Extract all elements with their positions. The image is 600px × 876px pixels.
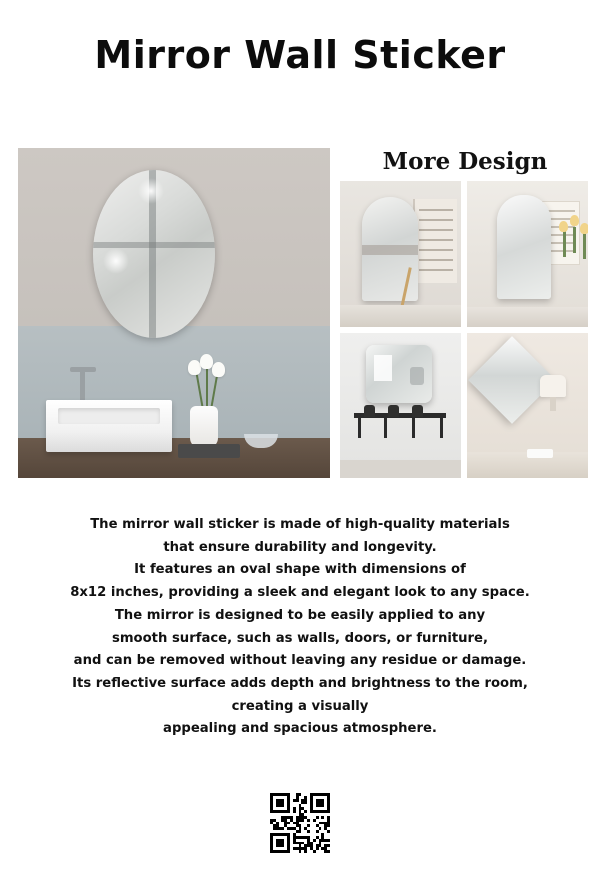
object-reflection bbox=[410, 367, 424, 385]
arch-mirror bbox=[362, 197, 418, 301]
thumbnail-arch-mirror-tulips bbox=[467, 181, 588, 327]
image-gallery bbox=[0, 136, 600, 496]
tulip-flower bbox=[200, 354, 213, 369]
qr-code[interactable] bbox=[270, 793, 330, 853]
thumbnail-square-mirror-console bbox=[340, 333, 461, 479]
tulip-flower bbox=[570, 215, 579, 226]
thumbnail-diamond-mirror-lamp bbox=[467, 333, 588, 479]
section-title: More Design bbox=[382, 148, 548, 175]
decor-box bbox=[527, 449, 553, 458]
table-lamp-base bbox=[550, 397, 556, 411]
description-line: and can be removed without leaving any residue or damage. bbox=[73, 653, 527, 669]
description-line: smooth surface, such as walls, doors, or furniture, bbox=[111, 630, 489, 646]
description-line: It features an oval shape with dimensions of bbox=[134, 562, 466, 578]
description-line: creating a visually bbox=[231, 698, 369, 714]
description-line: Its reflective surface adds depth and brightness to the room, bbox=[72, 675, 528, 691]
description-line: 8x12 inches, providing a sleek and elegant look to any space. bbox=[70, 585, 530, 601]
flower-vase bbox=[190, 406, 218, 448]
square-mirror bbox=[366, 345, 432, 403]
bookshelf bbox=[413, 199, 457, 283]
description-line: The mirror wall sticker is made of high-quality materials bbox=[90, 517, 510, 532]
page-title: Mirror Wall Sticker bbox=[94, 33, 506, 77]
qr-code-matrix bbox=[270, 793, 330, 853]
description-line: appealing and spacious atmosphere. bbox=[163, 721, 437, 737]
reflection-band bbox=[362, 245, 418, 255]
oval-mirror bbox=[93, 170, 215, 338]
description-line: that ensure durability and longevity. bbox=[163, 539, 437, 555]
product-description bbox=[40, 514, 560, 741]
glare-highlight bbox=[103, 248, 129, 274]
tulip-flower bbox=[559, 221, 568, 232]
decor-tray bbox=[178, 444, 240, 458]
shelf-surface bbox=[467, 307, 588, 327]
tulip-flower bbox=[212, 362, 225, 377]
floor bbox=[340, 460, 461, 478]
stool bbox=[388, 405, 399, 417]
stool bbox=[412, 405, 423, 417]
tulip-flower bbox=[580, 223, 588, 234]
table-surface bbox=[340, 305, 461, 327]
sink-inner bbox=[58, 408, 160, 424]
glare-highlight bbox=[138, 178, 164, 204]
arch-mirror bbox=[497, 195, 551, 299]
thumbnail-grid bbox=[340, 181, 588, 478]
window-reflection bbox=[374, 355, 392, 381]
table-lamp-shade bbox=[540, 375, 566, 397]
hero-image-oval-mirror-bathroom bbox=[18, 148, 330, 478]
sink-basin bbox=[46, 400, 172, 452]
description-line: The mirror is designed to be easily applied to any bbox=[114, 607, 486, 623]
faucet-body bbox=[80, 370, 85, 404]
stool bbox=[364, 405, 375, 417]
table-legs bbox=[354, 418, 446, 438]
thumbnail-arch-mirror-desk bbox=[340, 181, 461, 327]
